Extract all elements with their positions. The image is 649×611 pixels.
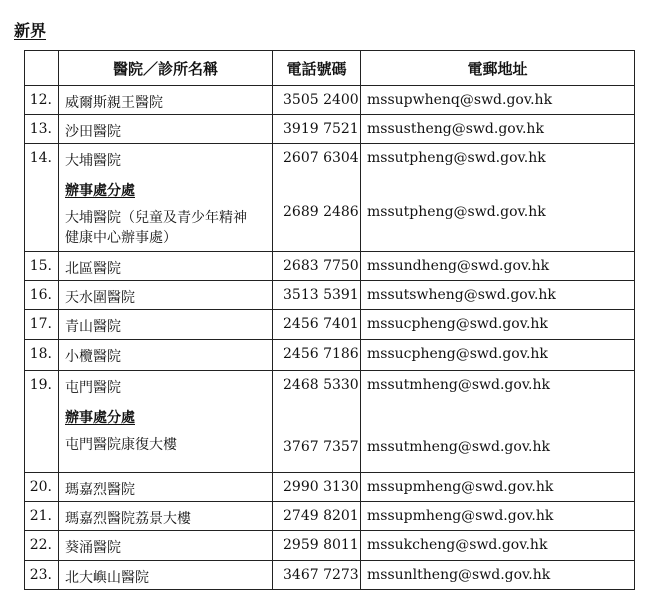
- row-number: 21.: [29, 508, 52, 524]
- email-address[interactable]: mssutmheng@swd.gov.hk: [367, 377, 551, 393]
- hospital-name-cell: [59, 340, 273, 371]
- table-row: [25, 144, 635, 252]
- hospital-name-cell: [59, 531, 273, 561]
- phone-number: 2456 7186: [283, 346, 359, 362]
- email-cell: [361, 144, 635, 252]
- hospital-name-cell: [59, 144, 273, 252]
- email-cell: [361, 340, 635, 371]
- phone-number: 3505 2400: [283, 92, 359, 108]
- sub-office-email[interactable]: mssutmheng@swd.gov.hk: [367, 439, 551, 455]
- phone-number: 2468 5330: [283, 377, 359, 393]
- email-address[interactable]: mssucpheng@swd.gov.hk: [367, 346, 548, 362]
- hospital-name: 大埔醫院: [65, 153, 121, 169]
- row-number-cell: [25, 252, 59, 281]
- table-row: [25, 115, 635, 144]
- row-number-cell: [25, 281, 59, 310]
- hospital-name-cell: [59, 310, 273, 340]
- hospital-name-cell: [59, 281, 273, 310]
- row-number-cell: [25, 115, 59, 144]
- row-number-cell: [25, 473, 59, 502]
- email-address[interactable]: mssupwhenq@swd.gov.hk: [367, 92, 553, 108]
- sub-office-heading: 辦事處分處: [65, 410, 135, 426]
- table-row: [25, 310, 635, 340]
- phone-number: 3513 5391: [283, 287, 359, 303]
- hospital-name-cell: [59, 561, 273, 590]
- phone-cell: [273, 144, 361, 252]
- hospital-name: 葵涌醫院: [65, 540, 121, 556]
- row-number: 23.: [29, 567, 52, 583]
- section-title: 新界: [14, 21, 47, 40]
- hospital-name: 威爾斯親王醫院: [65, 95, 163, 111]
- header-number: [25, 51, 59, 86]
- table-header-row: [25, 51, 635, 86]
- email-address[interactable]: mssutswheng@swd.gov.hk: [367, 287, 556, 303]
- row-number-cell: [25, 144, 59, 252]
- email-cell: [361, 473, 635, 502]
- row-number-cell: [25, 86, 59, 115]
- phone-number: 3919 7521: [283, 121, 359, 137]
- email-cell: [361, 502, 635, 531]
- hospital-name: 青山醫院: [65, 319, 121, 335]
- email-cell: [361, 281, 635, 310]
- sub-office-phone: 2689 2486: [283, 204, 359, 220]
- hospital-name-cell: [59, 473, 273, 502]
- phone-cell: [273, 502, 361, 531]
- phone-number: 2959 8011: [283, 537, 359, 553]
- sub-office-name: 大埔醫院（兒童及青少年精神健康中心辦事處）: [65, 210, 247, 246]
- hospital-name-cell: [59, 115, 273, 144]
- hospital-name-cell: [59, 252, 273, 281]
- phone-cell: [273, 561, 361, 590]
- email-cell: [361, 115, 635, 144]
- email-address[interactable]: mssupmheng@swd.gov.hk: [367, 508, 554, 524]
- row-number-cell: [25, 502, 59, 531]
- phone-cell: [273, 115, 361, 144]
- header-name: 醫院／診所名稱: [59, 51, 273, 86]
- email-address[interactable]: mssundheng@swd.gov.hk: [367, 258, 550, 274]
- header-phone: 電話號碼: [273, 51, 361, 86]
- phone-cell: [273, 371, 361, 473]
- sub-office-heading: 辦事處分處: [65, 183, 135, 199]
- phone-number: 2607 6304: [283, 150, 359, 166]
- row-number-cell: [25, 340, 59, 371]
- phone-number: 2749 8201: [283, 508, 359, 524]
- hospital-name-cell: [59, 502, 273, 531]
- email-cell: [361, 531, 635, 561]
- hospital-name: 小欖醫院: [65, 349, 121, 365]
- table-row: [25, 473, 635, 502]
- hospital-name: 北區醫院: [65, 261, 121, 277]
- header-email: 電郵地址: [361, 51, 635, 86]
- table-row: [25, 561, 635, 590]
- email-address[interactable]: mssustheng@swd.gov.hk: [367, 121, 544, 137]
- phone-number: 3467 7273: [283, 567, 359, 583]
- phone-number: 2990 3130: [283, 479, 359, 495]
- hospital-name-cell: [59, 86, 273, 115]
- row-number: 16.: [29, 287, 52, 303]
- row-number: 13.: [29, 121, 52, 137]
- phone-cell: [273, 86, 361, 115]
- email-cell: [361, 310, 635, 340]
- table-row: [25, 281, 635, 310]
- email-cell: [361, 561, 635, 590]
- phone-cell: [273, 531, 361, 561]
- table-body: [25, 86, 635, 590]
- email-address[interactable]: mssukcheng@swd.gov.hk: [367, 537, 548, 553]
- hospital-name-cell: [59, 371, 273, 473]
- row-number-cell: [25, 561, 59, 590]
- hospital-name: 瑪嘉烈醫院荔景大樓: [65, 511, 191, 527]
- phone-cell: [273, 340, 361, 371]
- row-number-cell: [25, 531, 59, 561]
- email-address[interactable]: mssunltheng@swd.gov.hk: [367, 567, 551, 583]
- hospital-name: 瑪嘉烈醫院: [65, 482, 135, 498]
- sub-office-name: 屯門醫院康復大樓: [65, 437, 177, 453]
- hospital-name: 天水圍醫院: [65, 290, 135, 306]
- email-address[interactable]: mssutpheng@swd.gov.hk: [367, 150, 546, 166]
- email-cell: [361, 86, 635, 115]
- table-row: [25, 86, 635, 115]
- table-row: [25, 502, 635, 531]
- phone-cell: [273, 473, 361, 502]
- row-number: 19.: [29, 377, 52, 393]
- email-address[interactable]: mssupmheng@swd.gov.hk: [367, 479, 554, 495]
- row-number: 18.: [29, 346, 52, 362]
- row-number-cell: [25, 310, 59, 340]
- hospital-contact-table: [24, 50, 635, 590]
- row-number: 20.: [29, 479, 52, 495]
- row-number: 17.: [29, 316, 52, 332]
- hospital-name: 北大嶼山醫院: [65, 570, 149, 586]
- phone-number: 2683 7750: [283, 258, 359, 274]
- row-number: 22.: [29, 537, 52, 553]
- sub-office-email[interactable]: mssutpheng@swd.gov.hk: [367, 204, 546, 220]
- email-cell: [361, 371, 635, 473]
- phone-cell: [273, 252, 361, 281]
- table-row: [25, 252, 635, 281]
- phone-cell: [273, 310, 361, 340]
- row-number-cell: [25, 371, 59, 473]
- email-cell: [361, 252, 635, 281]
- hospital-name: 屯門醫院: [65, 380, 121, 396]
- table-row: [25, 371, 635, 473]
- row-number: 12.: [29, 92, 52, 108]
- email-address[interactable]: mssucpheng@swd.gov.hk: [367, 316, 548, 332]
- hospital-name: 沙田醫院: [65, 124, 121, 140]
- row-number: 14.: [29, 150, 52, 166]
- phone-number: 2456 7401: [283, 316, 359, 332]
- sub-office-phone: 3767 7357: [283, 439, 359, 455]
- table-row: [25, 531, 635, 561]
- phone-cell: [273, 281, 361, 310]
- table-row: [25, 340, 635, 371]
- row-number: 15.: [29, 258, 52, 274]
